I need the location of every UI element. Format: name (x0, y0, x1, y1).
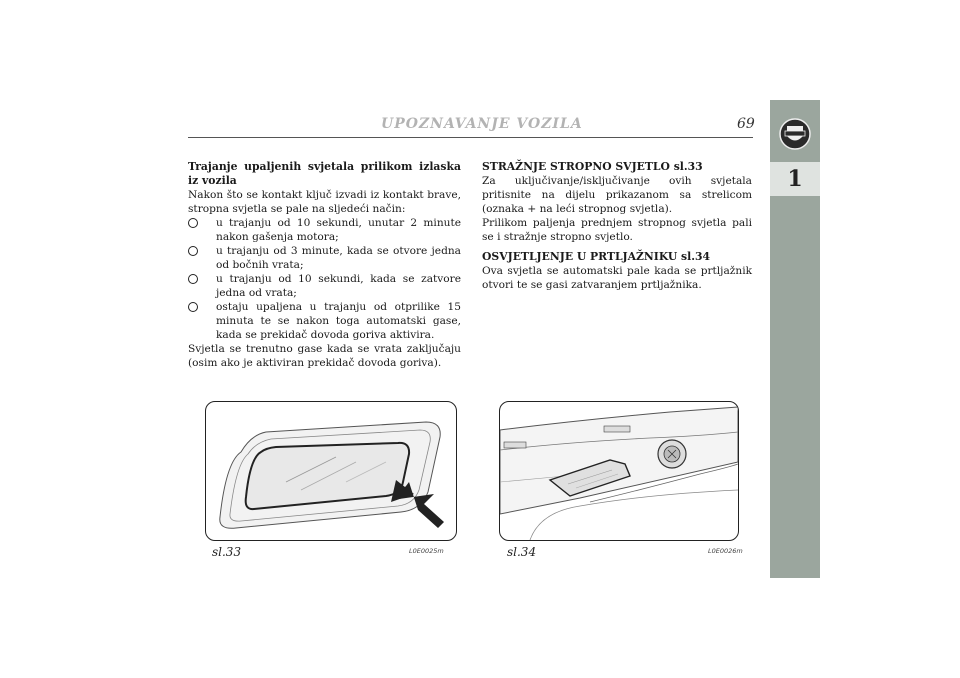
left-intro: Nakon što se kontakt ključ izvadi iz kontakt brave, stropna svjetla se pale na sljedeći način: (188, 189, 461, 215)
list-item (188, 300, 461, 342)
conditions-list (188, 216, 461, 342)
figure-rear-ceiling-light (205, 401, 457, 541)
list-item (188, 216, 461, 244)
bullet-icon (188, 246, 198, 256)
list-item-text: u trajanju od 3 minute, kada se otvore jedna od bočnih vrata; (216, 245, 461, 271)
left-column (188, 160, 461, 370)
page-header-title: UPOZNAVANJE VOZILA (381, 116, 583, 132)
lancia-shield-icon (770, 114, 820, 154)
right-column (482, 160, 752, 292)
left-heading: Trajanje upaljenih svjetala prilikom izlaska iz vozila (188, 160, 461, 187)
trunk-light-heading: OSVJETLJENJE U PRTLJAŽNIKU sl.34 (482, 250, 710, 263)
left-outro: Svjetla se trenutno gase kada se vrata zaključaju (osim ako je aktiviran prekidač dovoda goriva). (188, 343, 461, 369)
bullet-icon (188, 302, 198, 312)
figure-caption: sl.33 (212, 545, 242, 559)
bullet-icon (188, 274, 198, 284)
rear-light-heading: STRAŽNJE STROPNO SVJETLO sl.33 (482, 160, 703, 173)
page-number: 69 (737, 116, 755, 132)
list-item-text: u trajanju od 10 sekundi, unutar 2 minute nakon gašenja motora; (216, 217, 461, 243)
figure-code: L0E0025m (409, 547, 444, 555)
figure-code: L0E0026m (708, 547, 743, 555)
rear-light-text-1: Za uključivanje/isključivanje ovih svjetala pritisnite na dijelu prikazanom sa strelicom (oznaka + na leći stropnog svjetla). (482, 175, 752, 215)
trunk-light-text: Ova svjetla se automatski pale kada se prtljažnik otvori te se gasi zatvaranjem prtljažnika. (482, 265, 752, 291)
bullet-icon (188, 218, 198, 228)
list-item-text: ostaju upaljena u trajanju od otprilike 15 minuta te se nakon toga automatski gase, kada se prekidač dovoda goriva aktivira. (216, 301, 461, 341)
figure-trunk-light (499, 401, 739, 541)
rear-ceiling-light-illustration (206, 402, 456, 540)
section-number: 1 (787, 166, 803, 192)
header-rule (188, 137, 753, 138)
list-item-text: u trajanju od 10 sekundi, kada se zatvore jedna od vrata; (216, 273, 461, 299)
section-number-box (770, 162, 820, 196)
rear-light-text-2: Prilikom paljenja prednjem stropnog svjetla pali se i stražnje stropno svjetlo. (482, 217, 752, 243)
list-item (188, 272, 461, 300)
trunk-light-illustration (500, 402, 738, 540)
list-item (188, 244, 461, 272)
figure-caption: sl.34 (507, 545, 537, 559)
section-tab (770, 100, 820, 578)
